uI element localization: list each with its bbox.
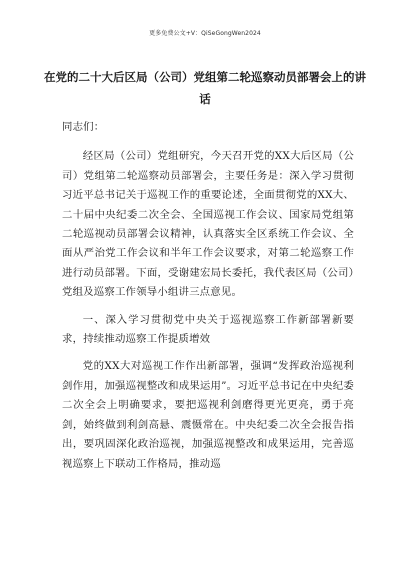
document-body	[62, 118, 354, 482]
section-heading-1: 一、深入学习贯彻党中央关于巡视巡察工作新部署新要求，持续推动巡察工作提质增效	[62, 313, 354, 346]
greeting: 同志们：	[62, 121, 105, 133]
document-title: 在党的二十大后区局（公司）党组第二轮巡察动员部署会上的讲话	[44, 70, 366, 106]
paragraph-section-1: 党的XX大对巡视工作作出新部署，强调“发挥政治巡视利剑作用，加强巡视整改和成果运用”。习近平总书记在中央纪委二次全会上明确要求，要把巡视利剑磨得更光更亮，勇于亮剑，始终做到利剑高悬、震慑常在。中央纪委二次全会报告指出，要巩固深化政治巡视，加强巡视整改和成果运用，完善巡视巡察上下联动工作格局，推动巡	[62, 360, 354, 470]
paragraph-intro: 经区局（公司）党组研究，今天召开党的XX大后区局（公司）党组第二轮巡察动员部署会，主要任务是：深入学习贯彻习近平总书记关于巡视工作的重要论述，全面贯彻党的XX大、二十届中央纪委二次全会、全国巡视工作会议、国家局党组第二轮巡视动员部署会议精神，认真落实全区系统工作会议、全面从严治党工作会议和半年工作会议要求，对第二轮巡察工作进行动员部署。下面，受谢建宏局长委托，我代表区局（公司）党组及巡察工作领导小组讲三点意见。	[62, 150, 354, 299]
header-watermark: 更多免费公文+V：QiSeGongWen2024	[149, 30, 261, 37]
